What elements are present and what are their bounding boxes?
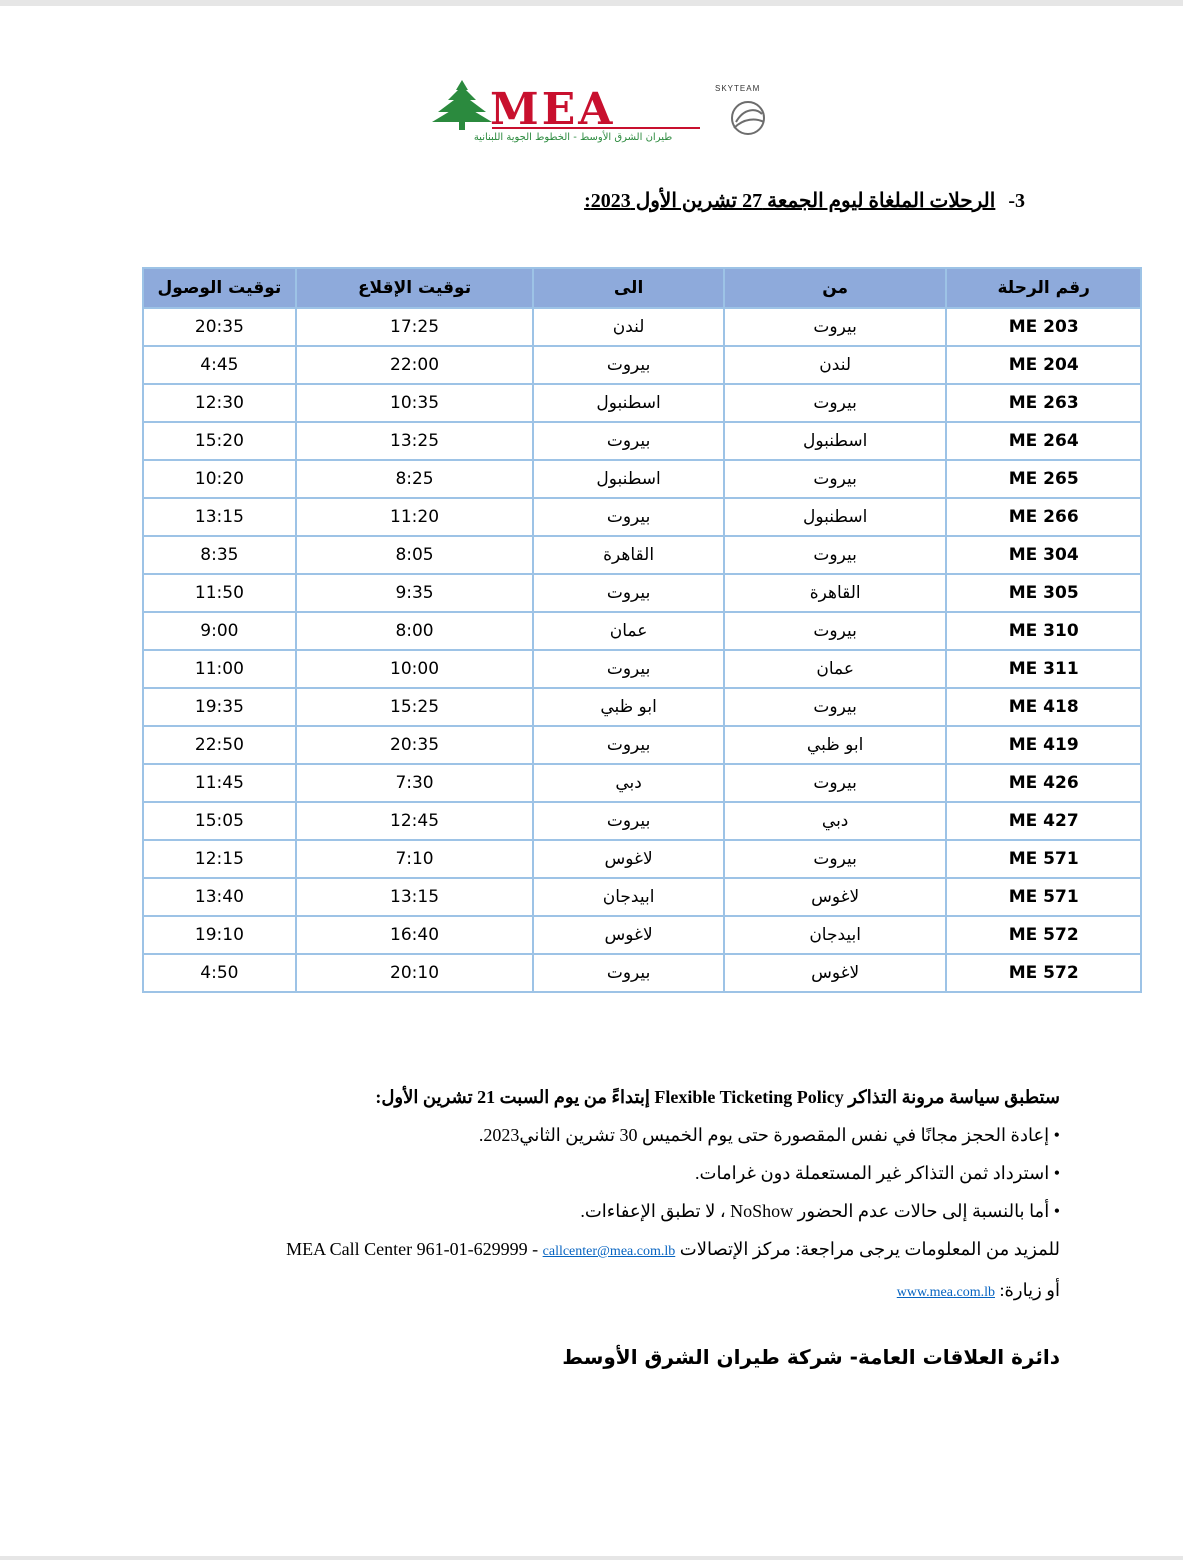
logo-wordmark: MEA <box>490 84 616 135</box>
section-title-text: الرحلات الملغاة ليوم الجمعة 27 تشرين الأول 2023: <box>584 190 996 212</box>
to-cell: اسطنبول <box>533 384 724 422</box>
to-cell: لاغوس <box>533 916 724 954</box>
to-cell: بيروت <box>533 726 724 764</box>
arrival-time-cell: 12:30 <box>143 384 296 422</box>
to-cell: بيروت <box>533 650 724 688</box>
arrival-time-cell: 12:15 <box>143 840 296 878</box>
flight-number-cell: ME 572 <box>946 916 1141 954</box>
table-row <box>143 612 1141 650</box>
header-flight-number: رقم الرحلة <box>946 268 1141 308</box>
section-title <box>584 188 1025 213</box>
to-cell: بيروت <box>533 954 724 992</box>
departure-time-cell: 20:10 <box>296 954 533 992</box>
logo-tagline: طيران الشرق الأوسط - الخطوط الجوية اللبنانية <box>473 132 673 143</box>
arrival-time-cell: 15:20 <box>143 422 296 460</box>
arrival-time-cell: 22:50 <box>143 726 296 764</box>
top-border-strip <box>0 0 1183 6</box>
to-cell: بيروت <box>533 498 724 536</box>
flight-number-cell: ME 266 <box>946 498 1141 536</box>
more-info-text: للمزيد من المعلومات يرجى مراجعة: مركز الإتصالات MEA Call Center 961-01-629999 - <box>286 1239 1060 1259</box>
flight-number-cell: ME 426 <box>946 764 1141 802</box>
to-cell: بيروت <box>533 802 724 840</box>
from-cell: بيروت <box>724 384 947 422</box>
from-cell: لندن <box>724 346 947 384</box>
from-cell: بيروت <box>724 612 947 650</box>
table-header-row <box>143 268 1141 308</box>
departure-time-cell: 10:00 <box>296 650 533 688</box>
section-number: 3- <box>1008 190 1025 212</box>
policy-notes <box>140 1078 1060 1312</box>
to-cell: بيروت <box>533 346 724 384</box>
table-body <box>143 308 1141 992</box>
departure-time-cell: 17:25 <box>296 308 533 346</box>
to-cell: لاغوس <box>533 840 724 878</box>
departure-time-cell: 22:00 <box>296 346 533 384</box>
departure-time-cell: 10:35 <box>296 384 533 422</box>
departure-time-cell: 7:30 <box>296 764 533 802</box>
flight-number-cell: ME 572 <box>946 954 1141 992</box>
table-row <box>143 650 1141 688</box>
departure-time-cell: 8:05 <box>296 536 533 574</box>
to-cell: ابو ظبي <box>533 688 724 726</box>
departure-time-cell: 16:40 <box>296 916 533 954</box>
from-cell: بيروت <box>724 764 947 802</box>
more-info-line <box>140 1230 1060 1271</box>
cancelled-flights-table <box>142 267 1142 993</box>
header-to: الى <box>533 268 724 308</box>
from-cell: ابو ظبي <box>724 726 947 764</box>
visit-label: أو زيارة: <box>999 1280 1060 1300</box>
policy-bullet-rebooking: • إعادة الحجز مجانًا في نفس المقصورة حتى يوم الخميس 30 تشرين الثاني2023. <box>478 1125 1060 1145</box>
header-departure-time: توقيت الإقلاع <box>296 268 533 308</box>
from-cell: لاغوس <box>724 954 947 992</box>
flight-number-cell: ME 571 <box>946 840 1141 878</box>
table-row <box>143 878 1141 916</box>
to-cell: بيروت <box>533 574 724 612</box>
arrival-time-cell: 15:05 <box>143 802 296 840</box>
flight-number-cell: ME 203 <box>946 308 1141 346</box>
from-cell: بيروت <box>724 688 947 726</box>
callcenter-email-link[interactable]: callcenter@mea.com.lb <box>542 1244 676 1259</box>
arrival-time-cell: 4:50 <box>143 954 296 992</box>
from-cell: القاهرة <box>724 574 947 612</box>
from-cell: عمان <box>724 650 947 688</box>
to-cell: القاهرة <box>533 536 724 574</box>
from-cell: اسطنبول <box>724 498 947 536</box>
policy-bullet-noshow: • أما بالنسبة إلى حالات عدم الحضور NoShow ، لا تطبق الإعفاءات. <box>580 1201 1060 1221</box>
table-row <box>143 726 1141 764</box>
flight-number-cell: ME 427 <box>946 802 1141 840</box>
from-cell: ابيدجان <box>724 916 947 954</box>
table-row <box>143 308 1141 346</box>
bottom-border-strip <box>0 1556 1183 1560</box>
departure-time-cell: 13:25 <box>296 422 533 460</box>
table-row <box>143 536 1141 574</box>
table-row <box>143 688 1141 726</box>
arrival-time-cell: 4:45 <box>143 346 296 384</box>
table-row <box>143 422 1141 460</box>
from-cell: بيروت <box>724 536 947 574</box>
from-cell: بيروت <box>724 460 947 498</box>
to-cell: لندن <box>533 308 724 346</box>
visit-line <box>140 1271 1060 1312</box>
from-cell: بيروت <box>724 840 947 878</box>
arrival-time-cell: 9:00 <box>143 612 296 650</box>
table-row <box>143 346 1141 384</box>
flight-number-cell: ME 304 <box>946 536 1141 574</box>
to-cell: اسطنبول <box>533 460 724 498</box>
arrival-time-cell: 20:35 <box>143 308 296 346</box>
table-row <box>143 916 1141 954</box>
website-link[interactable]: www.mea.com.lb <box>896 1285 995 1300</box>
flight-number-cell: ME 418 <box>946 688 1141 726</box>
departure-time-cell: 9:35 <box>296 574 533 612</box>
arrival-time-cell: 19:35 <box>143 688 296 726</box>
departure-time-cell: 8:00 <box>296 612 533 650</box>
flight-number-cell: ME 264 <box>946 422 1141 460</box>
flight-number-cell: ME 419 <box>946 726 1141 764</box>
policy-heading: ستطبق سياسة مرونة التذاكر Flexible Ticketing Policy إبتداءً من يوم السبت 21 تشرين الأول: <box>375 1087 1060 1107</box>
from-cell: لاغوس <box>724 878 947 916</box>
departure-time-cell: 11:20 <box>296 498 533 536</box>
arrival-time-cell: 11:00 <box>143 650 296 688</box>
arrival-time-cell: 11:50 <box>143 574 296 612</box>
flight-number-cell: ME 310 <box>946 612 1141 650</box>
arrival-time-cell: 8:35 <box>143 536 296 574</box>
flight-number-cell: ME 571 <box>946 878 1141 916</box>
flight-number-cell: ME 305 <box>946 574 1141 612</box>
departure-time-cell: 8:25 <box>296 460 533 498</box>
from-cell: بيروت <box>724 308 947 346</box>
arrival-time-cell: 19:10 <box>143 916 296 954</box>
table-row <box>143 460 1141 498</box>
to-cell: ابيدجان <box>533 878 724 916</box>
department-signature: دائرة العلاقات العامة- شركة طيران الشرق الأوسط <box>562 1345 1060 1369</box>
departure-time-cell: 12:45 <box>296 802 533 840</box>
table-row <box>143 574 1141 612</box>
from-cell: اسطنبول <box>724 422 947 460</box>
flight-number-cell: ME 204 <box>946 346 1141 384</box>
arrival-time-cell: 10:20 <box>143 460 296 498</box>
flight-number-cell: ME 263 <box>946 384 1141 422</box>
departure-time-cell: 15:25 <box>296 688 533 726</box>
table-row <box>143 954 1141 992</box>
departure-time-cell: 20:35 <box>296 726 533 764</box>
to-cell: عمان <box>533 612 724 650</box>
mea-logo <box>430 78 775 158</box>
to-cell: دبي <box>533 764 724 802</box>
arrival-time-cell: 11:45 <box>143 764 296 802</box>
arrival-time-cell: 13:40 <box>143 878 296 916</box>
policy-bullet-refund: • استرداد ثمن التذاكر غير المستعملة دون غرامات. <box>695 1163 1060 1183</box>
table-row <box>143 498 1141 536</box>
table-row <box>143 384 1141 422</box>
header-from: من <box>724 268 947 308</box>
skyteam-label: SKYTEAM <box>715 84 761 93</box>
table-row <box>143 840 1141 878</box>
flight-number-cell: ME 311 <box>946 650 1141 688</box>
flight-number-cell: ME 265 <box>946 460 1141 498</box>
arrival-time-cell: 13:15 <box>143 498 296 536</box>
departure-time-cell: 13:15 <box>296 878 533 916</box>
departure-time-cell: 7:10 <box>296 840 533 878</box>
to-cell: بيروت <box>533 422 724 460</box>
from-cell: دبي <box>724 802 947 840</box>
table-row <box>143 764 1141 802</box>
header-arrival-time: توقيت الوصول <box>143 268 296 308</box>
table-row <box>143 802 1141 840</box>
